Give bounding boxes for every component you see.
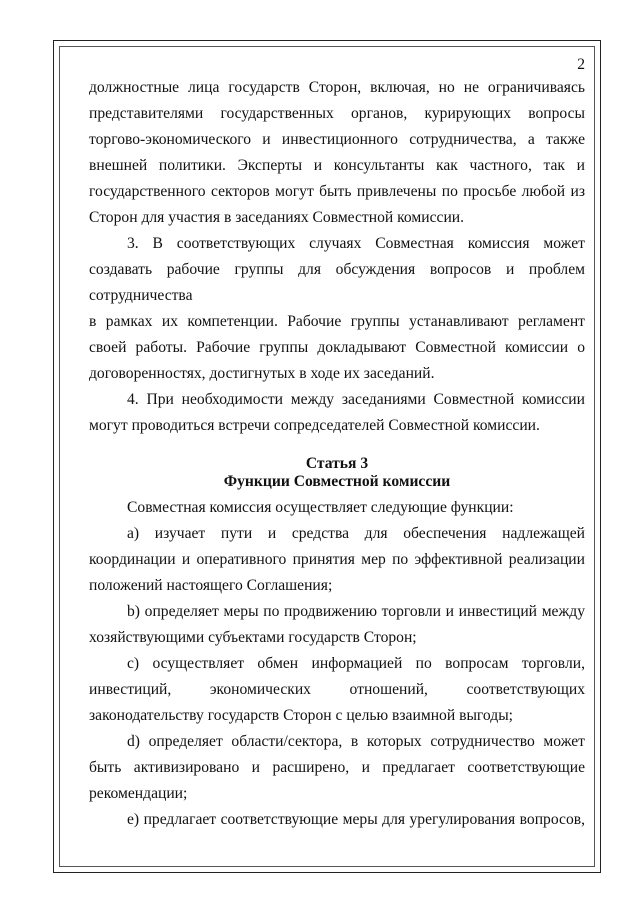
document-page bbox=[89, 55, 585, 833]
paragraph-3-working-groups: 3. В соответствующих случаях Совместная комиссия может создавать рабочие группы для обсуждения вопросов и проблем сотрудничества bbox=[89, 235, 585, 304]
function-c: c) осуществляет обмен информацией по вопросам торговли, инвестиций, экономических отношений, соответствующих законодательству государств Сторон с целью взаимной выгоды; bbox=[89, 655, 585, 724]
function-a: a) изучает пути и средства для обеспечения надлежащей координации и оперативного принятия мер по эффективной реализации положений настоящего Соглашения; bbox=[89, 525, 585, 594]
function-b: b) определяет меры по продвижению торговли и инвестиций между хозяйствующими субъектами государств Сторон; bbox=[89, 603, 585, 646]
paragraph-4-meetings: 4. При необходимости между заседаниями Совместной комиссии могут проводиться встречи сопредседателей Совместной комиссии. bbox=[89, 391, 585, 434]
article-title: Функции Совместной комиссии bbox=[223, 473, 451, 490]
functions-intro: Совместная комиссия осуществляет следующие функции: bbox=[127, 499, 514, 516]
function-e: e) предлагает соответствующие меры для урегулирования вопросов, bbox=[127, 811, 585, 828]
page-number: 2 bbox=[577, 56, 585, 73]
paragraph-members: должностные лица государств Сторон, включая, но не ограничиваясь представителями государственных органов, курирующих вопросы торгово-экономического и инвестиционного сотрудничества, а также внешней политики. Эксперты и консультанты как частного, так и государственного секторов могут быть привлечены по просьбе любой из Сторон для участия в заседаниях Совместной комиссии. bbox=[89, 79, 585, 226]
article-number: Статья 3 bbox=[305, 455, 369, 472]
function-d: d) определяет области/сектора, в которых сотрудничество может быть активизировано и расширено, и предлагает соответствующие рекомендации; bbox=[89, 733, 585, 802]
paragraph-3-continued: в рамках их компетенции. Рабочие группы устанавливают регламент своей работы. Рабочие группы докладывают Совместной комиссии о договоренностях, достигнутых в ходе их заседаний. bbox=[89, 313, 585, 382]
